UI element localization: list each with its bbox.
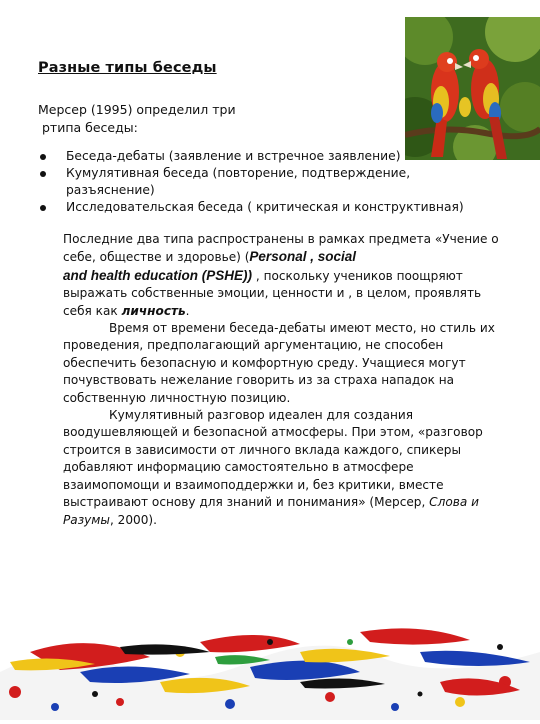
bullet-icon xyxy=(40,171,46,177)
paint-splatter-decoration xyxy=(0,612,540,720)
bullet-icon xyxy=(40,205,46,211)
intro-line-2: ртипа беседы: xyxy=(38,120,138,135)
intro-text xyxy=(38,101,278,137)
paragraph-2: Время от времени беседа-дебаты имеют место, но стиль их проведения, предполагающий аргументацию, не способен обеспечить безопасную и комфортную среду. Учащиеся могут почувствовать нежелание говорить из за страха нападок на собственную личностную позицию. xyxy=(63,321,495,405)
list-item: Кумулятивная беседа (повторение, подтверждение, разъяснение) xyxy=(38,165,498,199)
parrots-photo xyxy=(405,17,540,160)
paragraph-1: Последние два типа распространены в рамках предмета «Учение о себе, обществе и здоровье) (Personal , social and health education (PSHE)) , поскольку учеников поощряют выражать собственные эмоции, ценности и , в целом, проявлять себя как личность. xyxy=(63,232,499,318)
body-text xyxy=(63,231,513,529)
bullet-icon xyxy=(40,154,46,160)
intro-line-1: Мерсер (1995) определил три xyxy=(38,102,236,117)
page-title: Разные типы беседы xyxy=(38,60,217,76)
bullet-list xyxy=(38,148,498,216)
list-item: Исследовательская беседа ( критическая и конструктивная) xyxy=(38,199,498,216)
paragraph-3: Кумулятивный разговор идеален для создания воодушевляющей и безопасной атмосферы. При этом, «разговор строится в зависимости от личного вклада каждого, спикеры добавляют информацию самостоятельно в атмосфере взаимопомощи и взаимоподдержки и, без критики, вместе выстраивают основу для знаний и понимания» (Мерсер, Слова и Разумы, 2000). xyxy=(63,408,483,527)
list-item: Беседа-дебаты (заявление и встречное заявление) xyxy=(38,148,498,165)
